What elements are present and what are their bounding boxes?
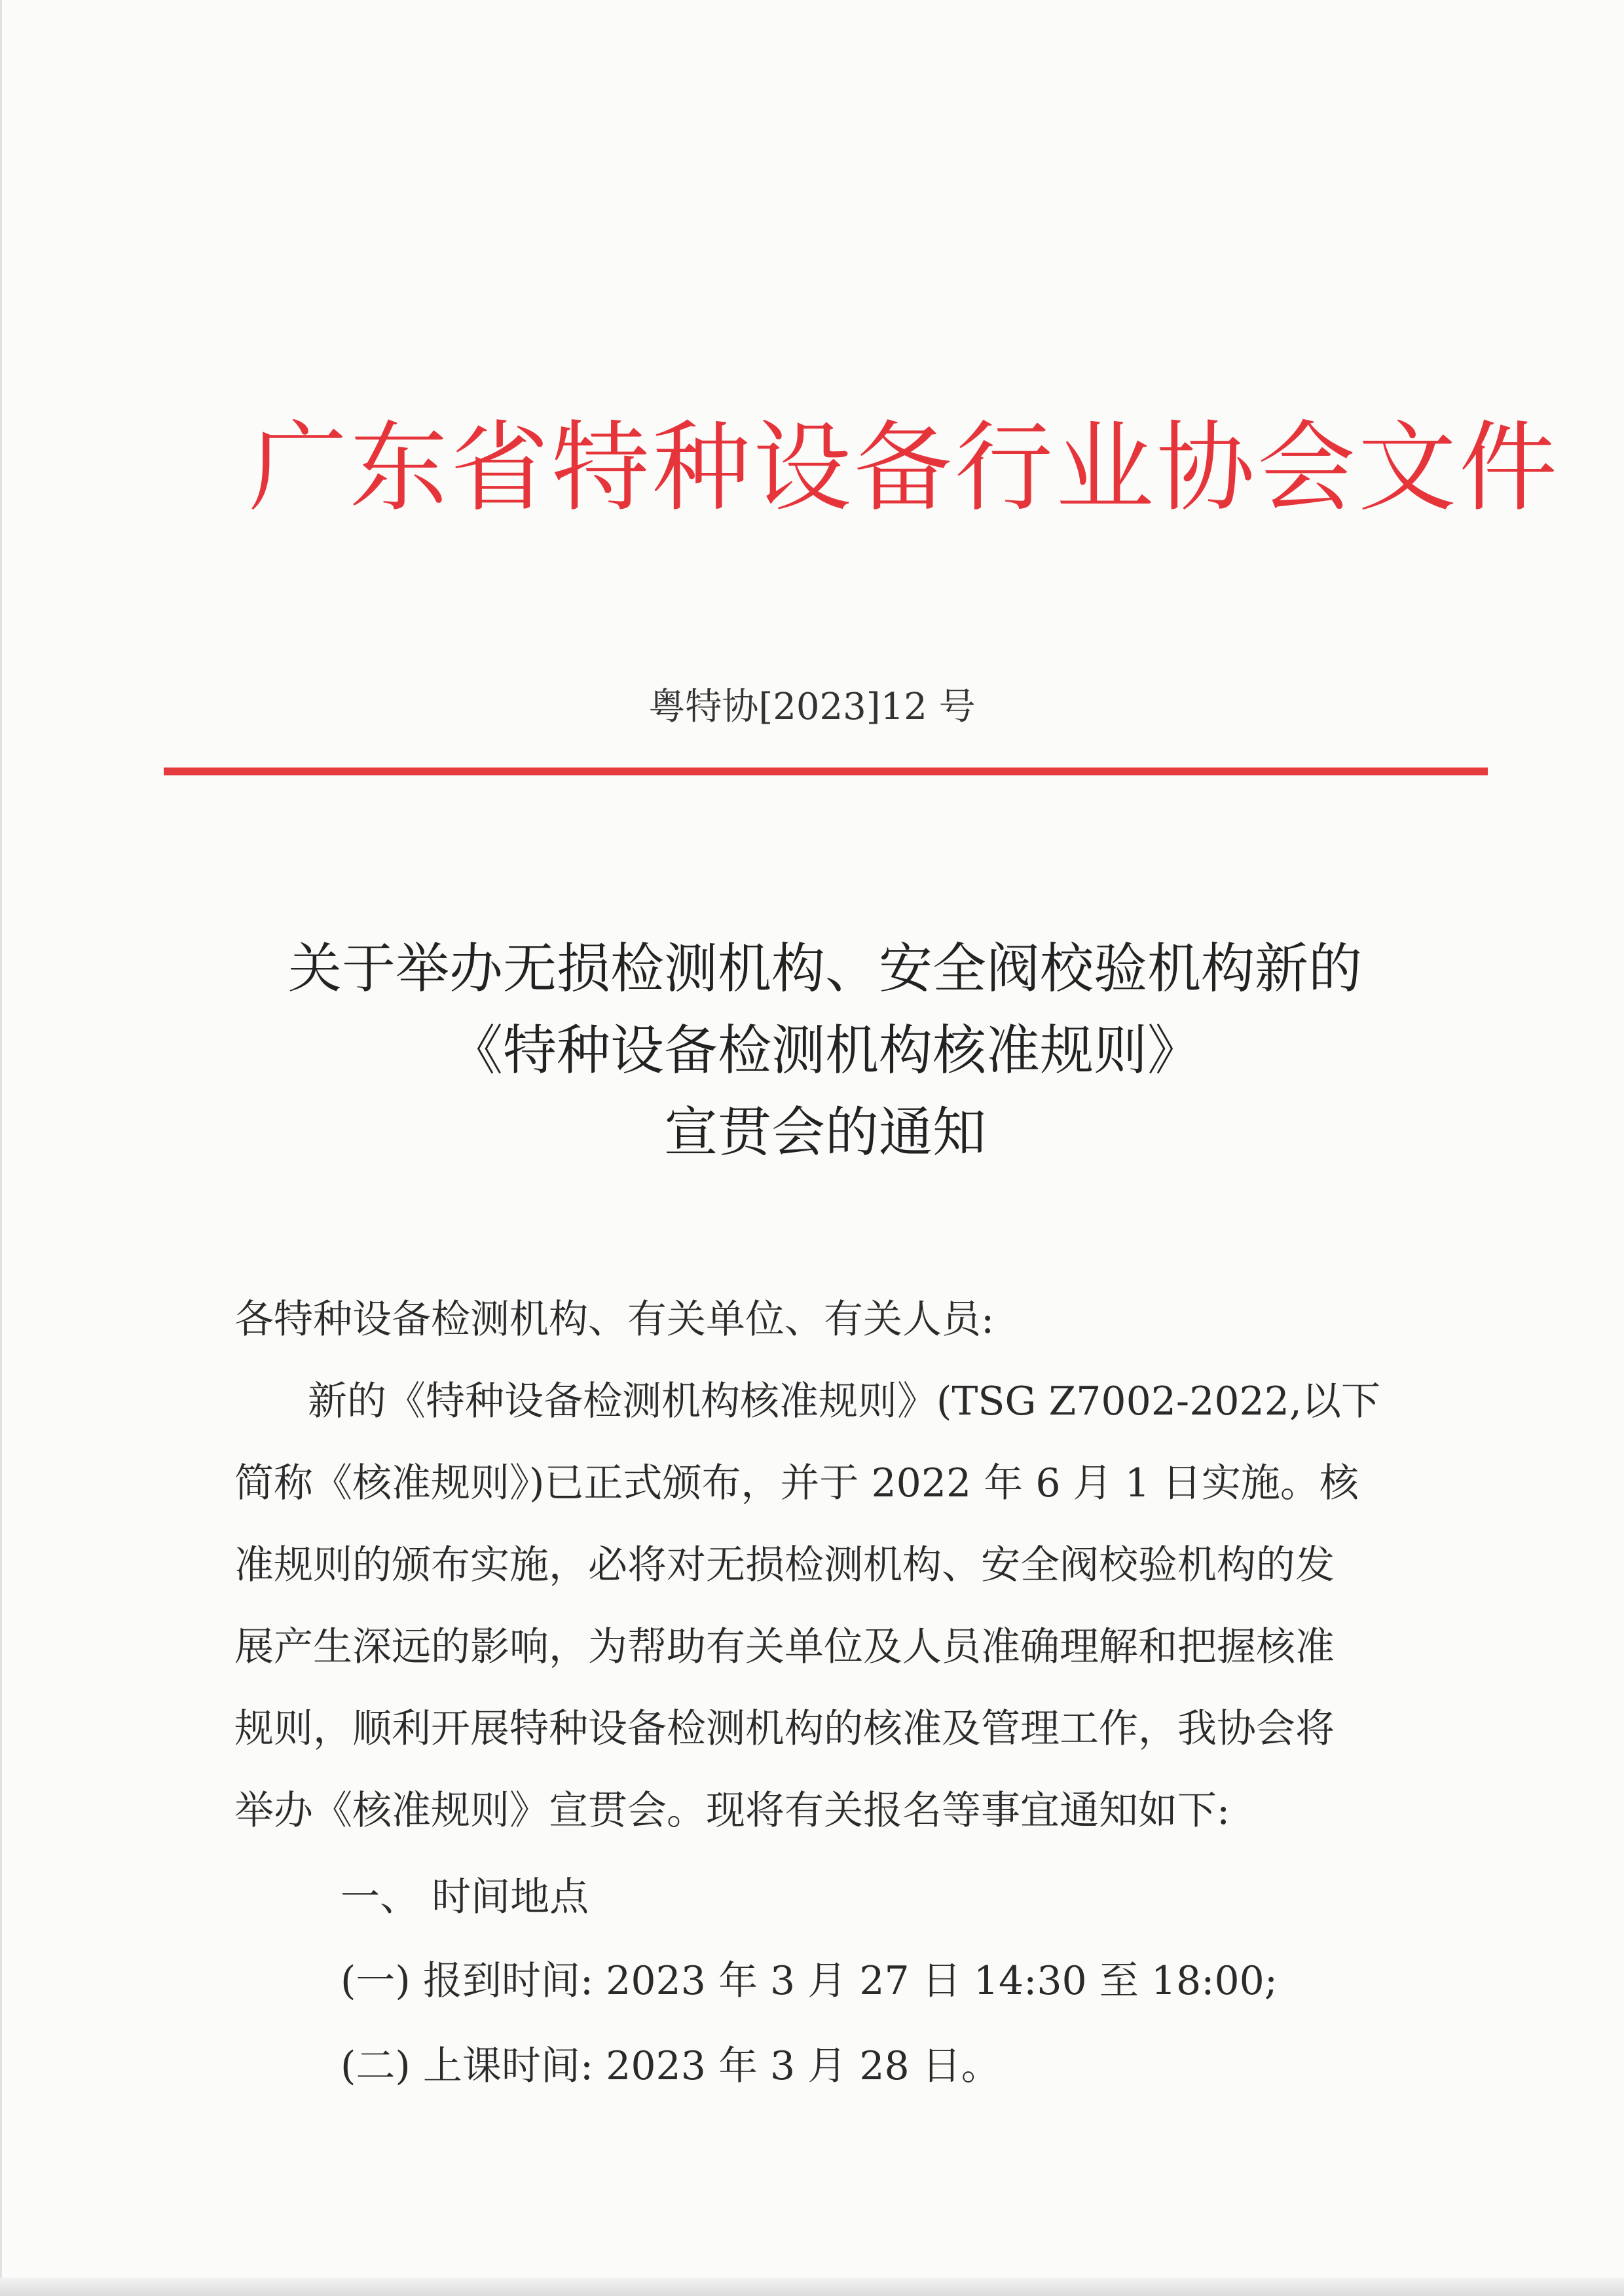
notice-title-line-3: 宣贯会的通知 [663,1102,986,1164]
scan-left-edge [0,0,2,2296]
document-header-title: 广东省特种设备行业协会文件 [249,411,1560,525]
scan-bottom-edge [0,2278,1624,2296]
body-line-2: 简称《核准规则》)已正式颁布，并于 2022 年 6 月 1 日实施。核 [234,1460,1359,1506]
registration-time-item: (一) 报到时间: 2023 年 3 月 27 日 14:30 至 18:00; [341,1958,1278,2004]
body-line-4: 展产生深远的影响，为帮助有关单位及人员准确理解和把握核准 [234,1624,1335,1670]
body-line-5: 规则，顺利开展特种设备检测机构的核准及管理工作，我协会将 [234,1706,1335,1752]
body-line-6: 举办《核准规则》宣贯会。现将有关报名等事宜通知如下: [234,1788,1230,1834]
body-line-3: 准规则的颁布实施，必将对无损检测机构、安全阀校验机构的发 [234,1542,1335,1588]
document-number: 粤特协[2023]12 号 [648,686,976,728]
class-time-item: (二) 上课时间: 2023 年 3 月 28 日。 [341,2043,1001,2089]
red-divider-line [164,768,1488,775]
salutation: 各特种设备检测机构、有关单位、有关人员: [234,1297,995,1342]
notice-title-line-1: 关于举办无损检测机构、安全阀校验机构新的 [287,938,1362,1000]
notice-title-line-2: 《特种设备检测机构核准规则》 [449,1020,1201,1082]
body-line-1: 新的《特种设备检测机构核准规则》(TSG Z7002-2022,以下 [308,1379,1380,1424]
section-heading-time-location: 一、 时间地点 [341,1874,589,1920]
